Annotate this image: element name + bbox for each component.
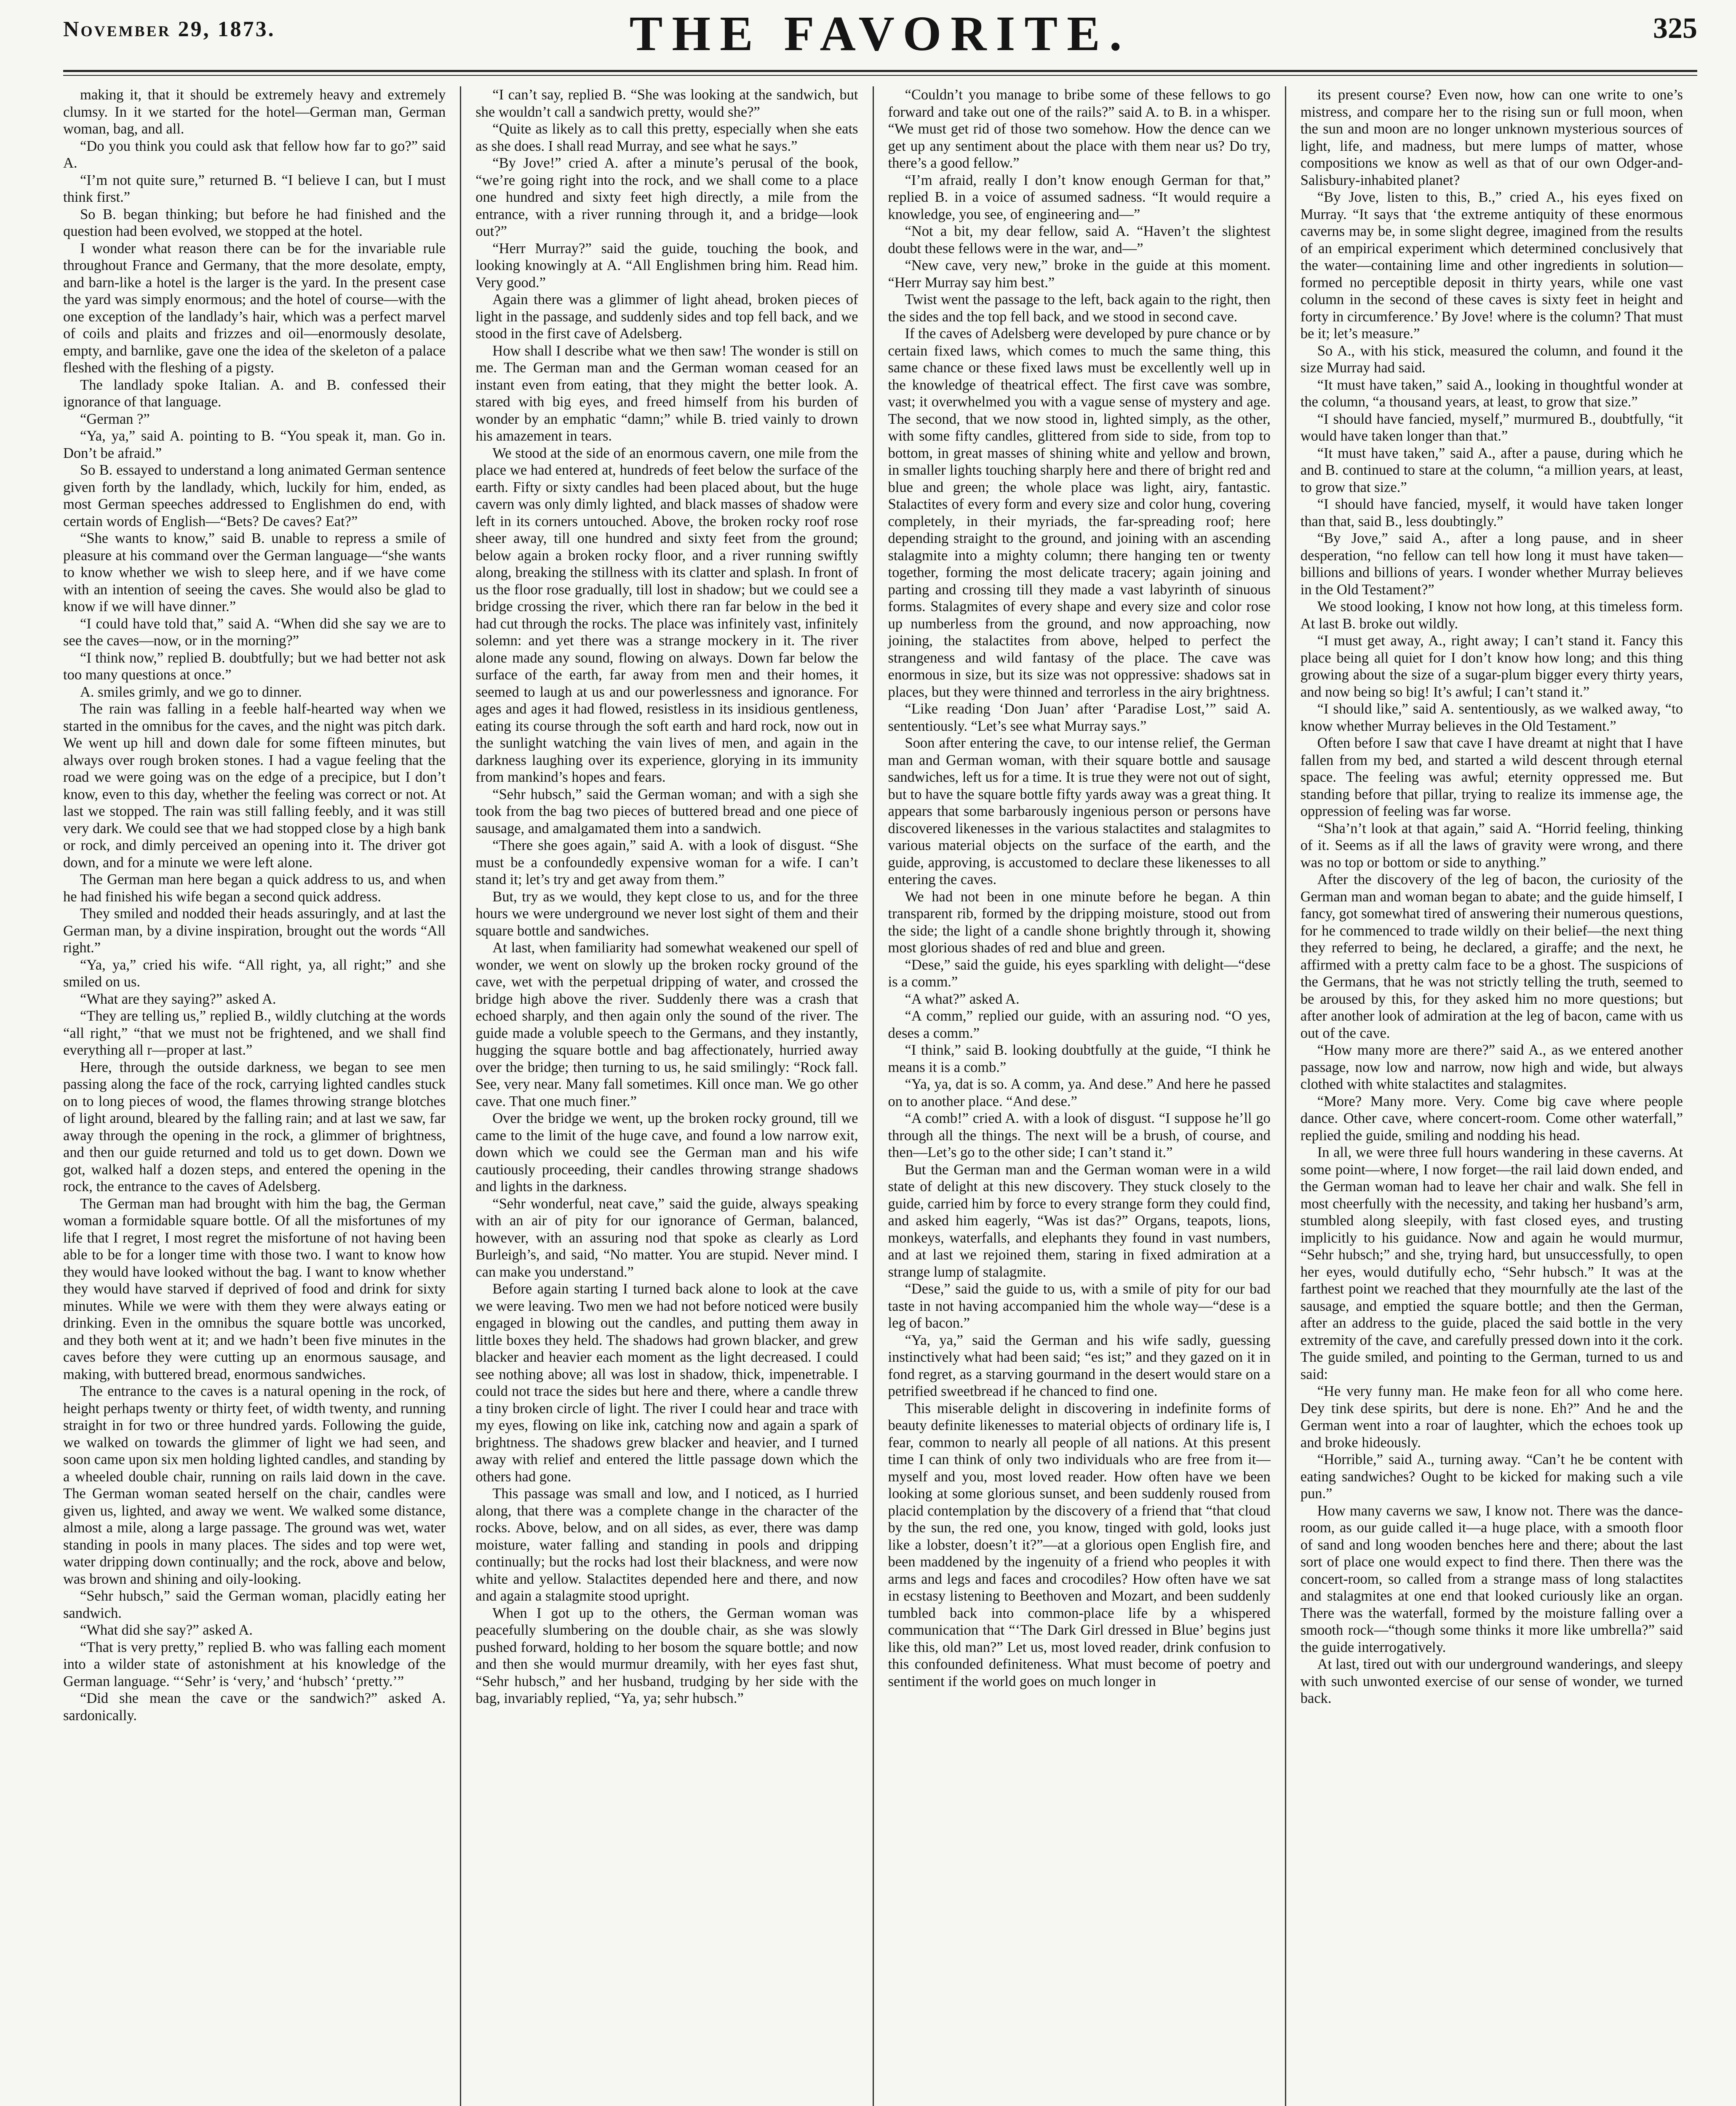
column-2 <box>461 86 873 2106</box>
paragraph: “There she goes again,” said A. with a look of disgust. “She must be a confoundedly expensive woman for a wife. I can’t stand it; let’s try and get away from them.” <box>475 837 858 887</box>
paragraph: “German ?” <box>80 411 150 427</box>
header-rule-thin <box>63 75 1697 76</box>
paragraph: making it, that it should be extremely heavy and extremely clumsy. In it we started for the hotel—German man, German woman, bag, and all. <box>63 87 446 137</box>
column-3 <box>874 86 1286 2106</box>
paragraph: Here, through the outside darkness, we began to see men passing along the face of the rock, carrying lighted candles stuck on to long pieces of wood, the flames throwing strange blotches of light around, bleared by the falling rain; and at last we saw, far away through the opening in the rock, a glimmer of brightness, and then our guide returned and told us to get down. Down we got, walked half a dozen steps, and entered the opening in the rock, the entrance to the caves of Adelsberg. <box>63 1059 446 1195</box>
paragraph: We had not been in one minute before he began. A thin transparent rib, formed by the dripping moisture, stood out from the side; the light of a candle shone brightly through it, showing most glorious shades of red and blue and green. <box>888 888 1271 956</box>
paragraph: “A what?” asked A. <box>905 991 1020 1007</box>
paragraph: “Herr Murray?” said the guide, touching the book, and looking knowingly at A. “All Englishmen bring him. Read him. Very good.” <box>475 240 858 291</box>
paragraph: The German man had brought with him the bag, the German woman a formidable square bottle. Of all the misfortunes of my life that I regret, I most regret the misfortune of not having been able to be for a longer time with those two. I want to know how they would have looked without the bag. I want to know whether they would have starved if deprived of food and drink for sixty minutes. While we were with them they were always eating or drinking. Even in the omnibus the square bottle was uncorked, and they both went at it; and we hadn’t been five minutes in the caves before they were cutting up an enormous sausage, and making, with buttered bread, enormous sandwiches. <box>63 1195 446 1382</box>
paragraph: We stood looking, I know not how long, at this timeless form. At last B. broke out wildly. <box>1300 599 1683 632</box>
paragraph: “How many more are there?” said A., as we entered another passage, now low and narrow, now high and wide, but always clothed with white stalactites and stalagmites. <box>1300 1042 1683 1092</box>
paragraph: “Do you think you could ask that fellow how far to go?” said A. <box>63 138 446 171</box>
paragraph: “By Jove, listen to this, B.,” cried A., his eyes fixed on Murray. “It says that ‘the extreme antiquity of these enormous caverns may be, in some slight degree, imagined from the results of an empirical experiment which determined conclusively that the water—containing lime and other ingredients in solution—formed no perceptible deposit in thirty years, while one vast column in the second of these caves is sixty feet in height and forty in circumference.’ By Jove! where is the column? That must be it; let’s measure.” <box>1300 189 1683 342</box>
header-rule <box>63 70 1697 72</box>
paragraph: The German man here began a quick address to us, and when he had finished his wife began a second quick address. <box>63 871 446 905</box>
paragraph: “Sehr hubsch,” said the German woman, placidly eating her sandwich. <box>63 1588 446 1621</box>
paragraph: This passage was small and low, and I noticed, as I hurried along, that there was a complete change in the character of the rocks. Above, below, and on all sides, as ever, there was damp moisture, water falling and standing in pools and dripping continually; but the rocks had lost their blackness, and were now white and yellow. Stalactites depended here and there, and now and again a stalagmite stood upright. <box>475 1486 858 1604</box>
paragraph: If the caves of Adelsberg were developed by pure chance or by certain fixed laws, which comes to much the same thing, this same chance or these fixed laws must be excellently well up in the knowledge of theatrical effect. The first cave was sombre, vast; it overwhelmed you with a vague sense of mystery and age. The second, that we now stood in, lighted simply, as the other, with some fifty candles, glittered from side to side, from top to bottom, in great masses of shining white and yellow and brown, in smaller lights touching sharply here and there of bright red and blue and green; the whole place was light, airy, fantastic. Stalactites of every form and every size and color hung, covering completely, in their myriads, the far-spreading roof; here depending straight to the ground, and joining with an ascending stalagmite into a mighty column; there hanging ten or twenty together, forming the most delicate tracery; again joining and parting and crossing till they made a vast labyrinth of sinuous forms. Stalagmites of every shape and every size and color rose up numberless from the ground, and now approaching, now joining, the stalactites from above, helped to perfect the strangeness and wild fantasy of the place. The cave was enormous in size, but its size was not oppressive: shadows sat in places, but they were thinned and terrorless in the airy brightness. <box>888 326 1271 700</box>
paragraph: “I think,” said B. looking doubtfully at the guide, “I think he means it is a comb.” <box>888 1042 1271 1075</box>
paragraph: “It must have taken,” said A., after a pause, during which he and B. continued to stare at the column, “a million years, at least, to grow that size.” <box>1300 445 1683 495</box>
paragraph: Over the bridge we went, up the broken rocky ground, till we came to the limit of the huge cave, and found a low narrow exit, down which we could see the German man and his wife cautiously proceeding, their candles throwing strange shadows and lights in the darkness. <box>475 1110 858 1195</box>
paragraph: “Ya, ya,” said the German and his wife sadly, guessing instinctively what had been said; “es ist;” and they gazed on it in fond regret, as a starving gourmand in the desert would stare on a petrified sweetbread if he chanced to find one. <box>888 1332 1271 1399</box>
paragraph: “A comb!” cried A. with a look of disgust. “I suppose he’ll go through all the things. The next will be a brush, of course, and then—Let’s go to the other side; I can’t stand it.” <box>888 1110 1271 1160</box>
paragraph: The landlady spoke Italian. A. and B. confessed their ignorance of that language. <box>63 377 446 410</box>
paragraph: But, try as we would, they kept close to us, and for the three hours we were underground we never lost sight of them and their square bottle and sandwiches. <box>475 888 858 939</box>
paragraph: The rain was falling in a feeble half-hearted way when we started in the omnibus for the caves, and the night was pitch dark. We went up hill and down dale for some fifteen minutes, but always over rough broken stones. I had a vague feeling that the road we were going was on the edge of a precipice, but I don’t know, even to this day, whether the feeling was correct or not. At last we stopped. The rain was still falling feebly, and it was still very dark. We could see that we had stopped close by a high bank or rock, and dimly perceived an opening into it. The driver got down, and for a minute we were left alone. <box>63 701 446 871</box>
paragraph: I wonder what reason there can be for the invariable rule throughout France and Germany, that the more desolate, empty, and barn-like a hotel is the larger is the yard. In the present case the yard was simply enormous; and the hotel of course—with the one exception of the landlady’s hair, which was a perfect marvel of coils and plaits and frizzes and oil—enormously desolate, empty, and barnlike, gave one the idea of the skeleton of a palace fleshed with the fleshing of a pigsty. <box>63 240 446 376</box>
paragraph: The entrance to the caves is a natural opening in the rock, of height perhaps twenty or thirty feet, of width twenty, and running straight in for two or three hundred yards. Following the guide, we walked on towards the glimmer of light we had seen, and soon came upon six men holding lighted candles, and standing by a wheeled double chair, running on rails laid down in the cave. The German woman seated herself on the chair, candles were given us, lighted, and away we went. We walked some distance, almost a mile, along a large passage. The ground was wet, water standing in pools in many places. The sides and top were wet, water dripping down continually; and the rock, above and below, was brown and shining and oily-looking. <box>63 1383 446 1587</box>
paragraph: “It must have taken,” said A., looking in thoughtful wonder at the column, “a thousand years, at least, to grow that size.” <box>1300 377 1683 410</box>
paragraph: “That is very pretty,” replied B. who was falling each moment into a wilder state of astonishment at his knowledge of the German language. “‘Sehr’ is ‘very,’ and ‘hubsch’ ‘pretty.’” <box>63 1639 446 1689</box>
paragraph: This miserable delight in discovering in indefinite forms of beauty definite likenesses to material objects of ordinary life is, I fear, common to nearly all people of all nations. At this present time I can think of only two individuals who are free from it—myself and you, most loved reader. How often have we been looking at some glorious sunset, and been suddenly roused from placid contemplation by the discovery of a friend that “that cloud by the sun, the red one, you know, tinged with gold, looks just like a lobster, doesn’t it?”—at a glorious open English fire, and been maddened by the ingenuity of a friend who peoples it with arms and legs and faces and crocodiles? How often have we sat in ecstasy listening to Beethoven and Mozart, and been suddenly tumbled back into common-place life by a whispered communication that “‘The Dark Girl dressed in Blue’ begins just like this, old man?” Let us, most loved reader, drink confusion to this confounded definiteness. What must become of poetry and sentiment if the world goes on much longer in <box>888 1400 1271 1689</box>
paragraph: A. smiles grimly, and we go to dinner. <box>80 684 302 700</box>
column-4 <box>1286 86 1697 2106</box>
paragraph: “Couldn’t you manage to bribe some of these fellows to go forward and take out one of the rails?” said A. to B. in a whisper. “We must get rid of those two somehow. How the dence can we get up any sentiment about the place with them near us? Do try, there’s a good fellow.” <box>888 87 1271 171</box>
paragraph: “I could have told that,” said A. “When did she say we are to see the caves—now, or in the morning?” <box>63 615 446 649</box>
paragraph: “New cave, very new,” broke in the guide at this moment. “Herr Murray say him best.” <box>888 257 1271 291</box>
paragraph: How many caverns we saw, I know not. There was the dance-room, as our guide called it—a huge place, with a smooth floor of sand and long wooden benches here and there; about the last sort of place one would expect to find there. Then there was the concert-room, so called from a strange mass of long stalactites and stalagmites at one end that looked curiously like an organ. There was the waterfall, formed by the moisture falling over a smooth rock—“though some thinks it more like umbrella?” said the guide interrogatively. <box>1300 1502 1683 1655</box>
paragraph: “He very funny man. He make feon for all who come here. Dey tink dese spirits, but dere is none. Eh?” And he and the German went into a roar of laughter, which the echoes took up and broke hideously. <box>1300 1383 1683 1451</box>
paragraph: “Ya, ya, dat is so. A comm, ya. And dese.” And here he passed on to another place. “And dese.” <box>888 1076 1271 1109</box>
paragraph: its present course? Even now, how can one write to one’s mistress, and compare her to the rising sun or full moon, when the sun and moon are no longer unknown mysterious sources of light, life, and madness, but mere lumps of matter, whose compositions we know as well as that of our own Odger-and-Salisbury-inhabited planet? <box>1300 87 1683 188</box>
paragraph: Soon after entering the cave, to our intense relief, the German man and German woman, with their square bottle and sausage sandwiches, left us for a time. It is true they were not out of sight, but to have the square bottle fifty yards away was a great thing. It appears that some barbarously ingenious person or persons have discovered likenesses in the various stalactites and stalagmites to various material objects on the surface of the earth, and the guide, approving, is accustomed to declare these likenesses to all entering the caves. <box>888 735 1271 887</box>
paragraph: “I should have fancied, myself, it would have taken longer than that, said B., less doubtingly.” <box>1300 496 1683 529</box>
paragraph: “By Jove!” cried A. after a minute’s perusal of the book, “we’re going right into the rock, and we shall come to a place one hundred and sixty feet high directly, a mile from the entrance, with a river running through it, and a bridge—look out?” <box>475 155 858 239</box>
paragraph: “I’m not quite sure,” returned B. “I believe I can, but I must think first.” <box>63 172 446 205</box>
paragraph: “Horrible,” said A., turning away. “Can’t he be content with eating sandwiches? Ought to be kicked for making such a vile pun.” <box>1300 1451 1683 1502</box>
paragraph: “Did she mean the cave or the sandwich?” asked A. sardonically. <box>63 1690 446 1724</box>
paragraph: Before again starting I turned back alone to look at the cave we were leaving. Two men we had not before noticed were busily engaged in blowing out the candles, and putting them away in little boxes they held. The shadows had grown blacker, and grew blacker and heavier each moment as the light decreased. I could see nothing above; all was lost in shadow, thick, impenetrable. I could not trace the sides but here and there, where a candle threw a tiny broken circle of light. The river I could hear and trace with my eyes, flowing on like ink, catching now and again a spark of brightness. The shadows grew blacker and heavier, and I turned away with relief and entered the little passage down which the others had gone. <box>475 1281 858 1485</box>
paragraph: “I should like,” said A. sententiously, as we walked away, “to know whether Murray believes in the Old Testament.” <box>1300 701 1683 734</box>
paragraph: “I must get away, A., right away; I can’t stand it. Fancy this place being all quiet for I don’t know how long; and this thing growing about the size of a sugar-plum bigger every thirty years, and now being so big! It’s awful; I can’t stand it.” <box>1300 633 1683 700</box>
paragraph: “She wants to know,” said B. unable to repress a smile of pleasure at his command over the German language—“she wants to know whether we wish to sleep here, and if we have come with an intention of seeing the caves. She would also be glad to know if we will have dinner.” <box>63 530 446 615</box>
paragraph: Again there was a glimmer of light ahead, broken pieces of light in the passage, and suddenly sides and top fell back, and we stood in the first cave of Adelsberg. <box>475 291 858 342</box>
paragraph: We stood at the side of an enormous cavern, one mile from the place we had entered at, hundreds of feet below the surface of the earth. Fifty or sixty candles had been placed about, but the huge cavern was only dimly lighted, and black masses of shadow were left in its corners untouched. Above, the broken rocky roof rose sheer away, till one hundred and sixty feet from the ground; below again a broken rocky floor, and a river running swiftly along, breaking the stillness with its clatter and splash. In front of us the floor rose gradually, till lost in shadow; but we could see a bridge crossing the river, which there ran far below in the bed it had cut through the rocks. The place was infinitely vast, infinitely solemn: and yet there was a strange mockery in it. The river alone made any sound, flowing on always. Down far below the surface of the earth, far away from men and their homes, it seemed to laugh at us and our powerlessness and ignorance. For ages and ages it had flowed, resistless in its insidious gentleness, eating its course through the soft earth and hard rock, now out in the sunlight watching the vain lives of men, and again in the darkness laughing over its experience, glorying in its immunity from mankind’s hopes and fears. <box>475 445 858 785</box>
paragraph: But the German man and the German woman were in a wild state of delight at this new discovery. They stuck closely to the guide, carried him by force to every strange form they could find, and asked him eagerly, “Was ist das?” Organs, teapots, lions, monkeys, waterfalls, and elephants they found in vast numbers, and at last we rejoined them, staring in fixed admiration at a strange lump of stalagmite. <box>888 1161 1271 1280</box>
paragraph: After the discovery of the leg of bacon, the curiosity of the German man and woman began to abate; and the guide himself, I fancy, got somewhat tired of answering their numerous questions, for he commenced to trade wildly on their belief—the next thing they referred to being, he declared, a giraffe; and the next, he affirmed with a pretty calm face to be a ghost. The suspicions of the Germans, that he was not strictly telling the truth, seemed to be aroused by this, for they asked him no more questions; but after another look of admiration at the leg of bacon, came with us out of the cave. <box>1300 871 1683 1041</box>
paragraph: At last, tired out with our underground wanderings, and sleepy with such unwonted exercise of our sense of wonder, we turned back. <box>1300 1656 1683 1706</box>
paragraph: In all, we were three full hours wandering in these caverns. At some point—where, I now forget—the rail laid down ended, and the German woman had to leave her chair and walk. She fell in most cheerfully with the necessity, and taking her husband’s arm, stumbled along sleepily, with fast closed eyes, and trusting implicitly to his guidance. Now and again he would murmur, “Sehr hubsch;” and she, trying hard, but unsuccessfully, to open her eyes, would dutifully echo, “Sehr hubsch.” It was at the farthest point we reached that they mournfully ate the last of the sausage, and emptied the square bottle; and then the German, after an address to the guide, placed the said bottle in the very extremity of the cave, and carefully pressed down into it the cork. The guide smiled, and pointing to the German, turned to us and said: <box>1300 1144 1683 1382</box>
paragraph: Often before I saw that cave I have dreamt at night that I have fallen from my bed, and started a wild descent through eternal space. The feeling was awful; eternity oppressed me. But standing before that pillar, trying to realize its immense age, the oppression of feeling was far worse. <box>1300 735 1683 819</box>
paragraph: “Like reading ‘Don Juan’ after ‘Paradise Lost,’” said A. sententiously. “Let’s see what Murray says.” <box>888 701 1271 734</box>
paragraph: They smiled and nodded their heads assuringly, and at last the German man, by a divine inspiration, brought out the words “All right.” <box>63 906 446 956</box>
paragraph: How shall I describe what we then saw! The wonder is still on me. The German man and the German woman ceased for an instant even from eating, that they might the better look. A. stared with big eyes, and freed himself from his burden of wonder by an emphatic “damn;” while B. tried vainly to drown his amazement in tears. <box>475 342 858 444</box>
paragraph: “I should have fancied, myself,” murmured B., doubtfully, “it would have taken longer than that.” <box>1300 411 1683 444</box>
paragraph: “Dese,” said the guide to us, with a smile of pity for our bad taste in not having accompanied him the whole way—“dese is a leg of bacon.” <box>888 1281 1271 1331</box>
column-1 <box>63 86 461 2106</box>
paragraph: “I can’t say, replied B. “She was looking at the sandwich, but she wouldn’t call a sandwich pretty, would she?” <box>475 87 858 120</box>
paragraph: “I think now,” replied B. doubtfully; but we had better not ask too many questions at once.” <box>63 649 446 683</box>
paragraph: “Ya, ya,” said A. pointing to B. “You speak it, man. Go in. Don’t be afraid.” <box>63 428 446 461</box>
paragraph: “Sha’n’t look at that again,” said A. “Horrid feeling, thinking of it. Seems as if all the laws of gravity were wrong, and there was no top or bottom or side to anything.” <box>1300 820 1683 871</box>
paragraph: “I’m afraid, really I don’t know enough German for that,” replied B. in a voice of assumed sadness. “It would require a knowledge, you see, of engineering and—” <box>888 172 1271 222</box>
paragraph: “Sehr wonderful, neat cave,” said the guide, always speaking with an air of pity for our ignorance of German, balanced, however, with an assuring nod that spoke as clearly as Lord Burleigh’s, and said, “No matter. You are stupid. Never mind. I can make you understand.” <box>475 1195 858 1280</box>
paragraph: Twist went the passage to the left, back again to the right, then the sides and the top fell back, and we stood in second cave. <box>888 291 1271 325</box>
paragraph: “Dese,” said the guide, his eyes sparkling with delight—“dese is a comm.” <box>888 957 1271 990</box>
paragraph: At last, when familiarity had somewhat weakened our spell of wonder, we went on slowly up the broken rocky ground of the cave, wet with the perpetual dripping of water, and crossed the bridge high above the river. Suddenly there was a crash that echoed sharply, and then again only the sound of the river. The guide made a voluble speech to the Germans, and they instantly, hugging the square bottle and bag affectionately, hurried away over the bridge; then turning to us, he said smilingly: “Rock fall. See, very near. Many fall sometimes. Kill once man. We go other cave. That one much finer.” <box>475 940 858 1109</box>
paragraph: “Sehr hubsch,” said the German woman; and with a sigh she took from the bag two pieces of buttered bread and one piece of sausage, and amalgamated them into a sandwich. <box>475 786 858 837</box>
paragraph: “Ya, ya,” cried his wife. “All right, ya, all right;” and she smiled on us. <box>63 957 446 990</box>
page-number: 325 <box>1653 12 1697 45</box>
paragraph: So A., with his stick, measured the column, and found it the size Murray had said. <box>1300 342 1683 376</box>
paragraph: When I got up to the others, the German woman was peacefully slumbering on the double chair, as she was slowly pushed forward, holding to her bosom the square bottle; and now and then she would murmur dreamily, with her eyes fast shut, “Sehr hubsch,” and her husband, trudging by her side with the bag, invariably replied, “Ya, ya; sehr hubsch.” <box>475 1605 858 1706</box>
paragraph: “More? Many more. Very. Come big cave where people dance. Other cave, where concert-room. Come other waterfall,” replied the guide, smiling and nodding his head. <box>1300 1093 1683 1144</box>
paragraph: “They are telling us,” replied B., wildly clutching at the words “all right,” “that we must not be frightened, and we shall find everything all r—proper at last.” <box>63 1008 446 1058</box>
paragraph: “What are they saying?” asked A. <box>80 991 276 1007</box>
article-columns <box>63 86 1697 2106</box>
paragraph: “Quite as likely as to call this pretty, especially when she eats as she does. I shall read Murray, and see what he says.” <box>475 121 858 154</box>
paragraph: “By Jove,” said A., after a long pause, and in sheer desperation, “no fellow can tell how long it must have taken—billions and billions of years. I wonder whether Murray believes in the Old Testament?” <box>1300 530 1683 598</box>
paragraph: So B. began thinking; but before he had finished and the question had been evolved, we stopped at the hotel. <box>63 206 446 239</box>
paragraph: “A comm,” replied our guide, with an assuring nod. “O yes, deses a comm.” <box>888 1008 1271 1041</box>
masthead <box>63 0 1697 84</box>
paragraph: So B. essayed to understand a long animated German sentence given forth by the landlady, which, luckily for him, ended, as most German speeches addressed to Englishmen do end, with certain words of English—“Bets? De caves? Eat?” <box>63 462 446 529</box>
issue-date: November 29, 1873. <box>63 17 275 41</box>
publication-title: THE FAVORITE. <box>629 6 1131 61</box>
paragraph: “Not a bit, my dear fellow, said A. “Haven’t the slightest doubt these fellows were in the war, and—” <box>888 223 1271 257</box>
paragraph: “What did she say?” asked A. <box>80 1622 253 1638</box>
